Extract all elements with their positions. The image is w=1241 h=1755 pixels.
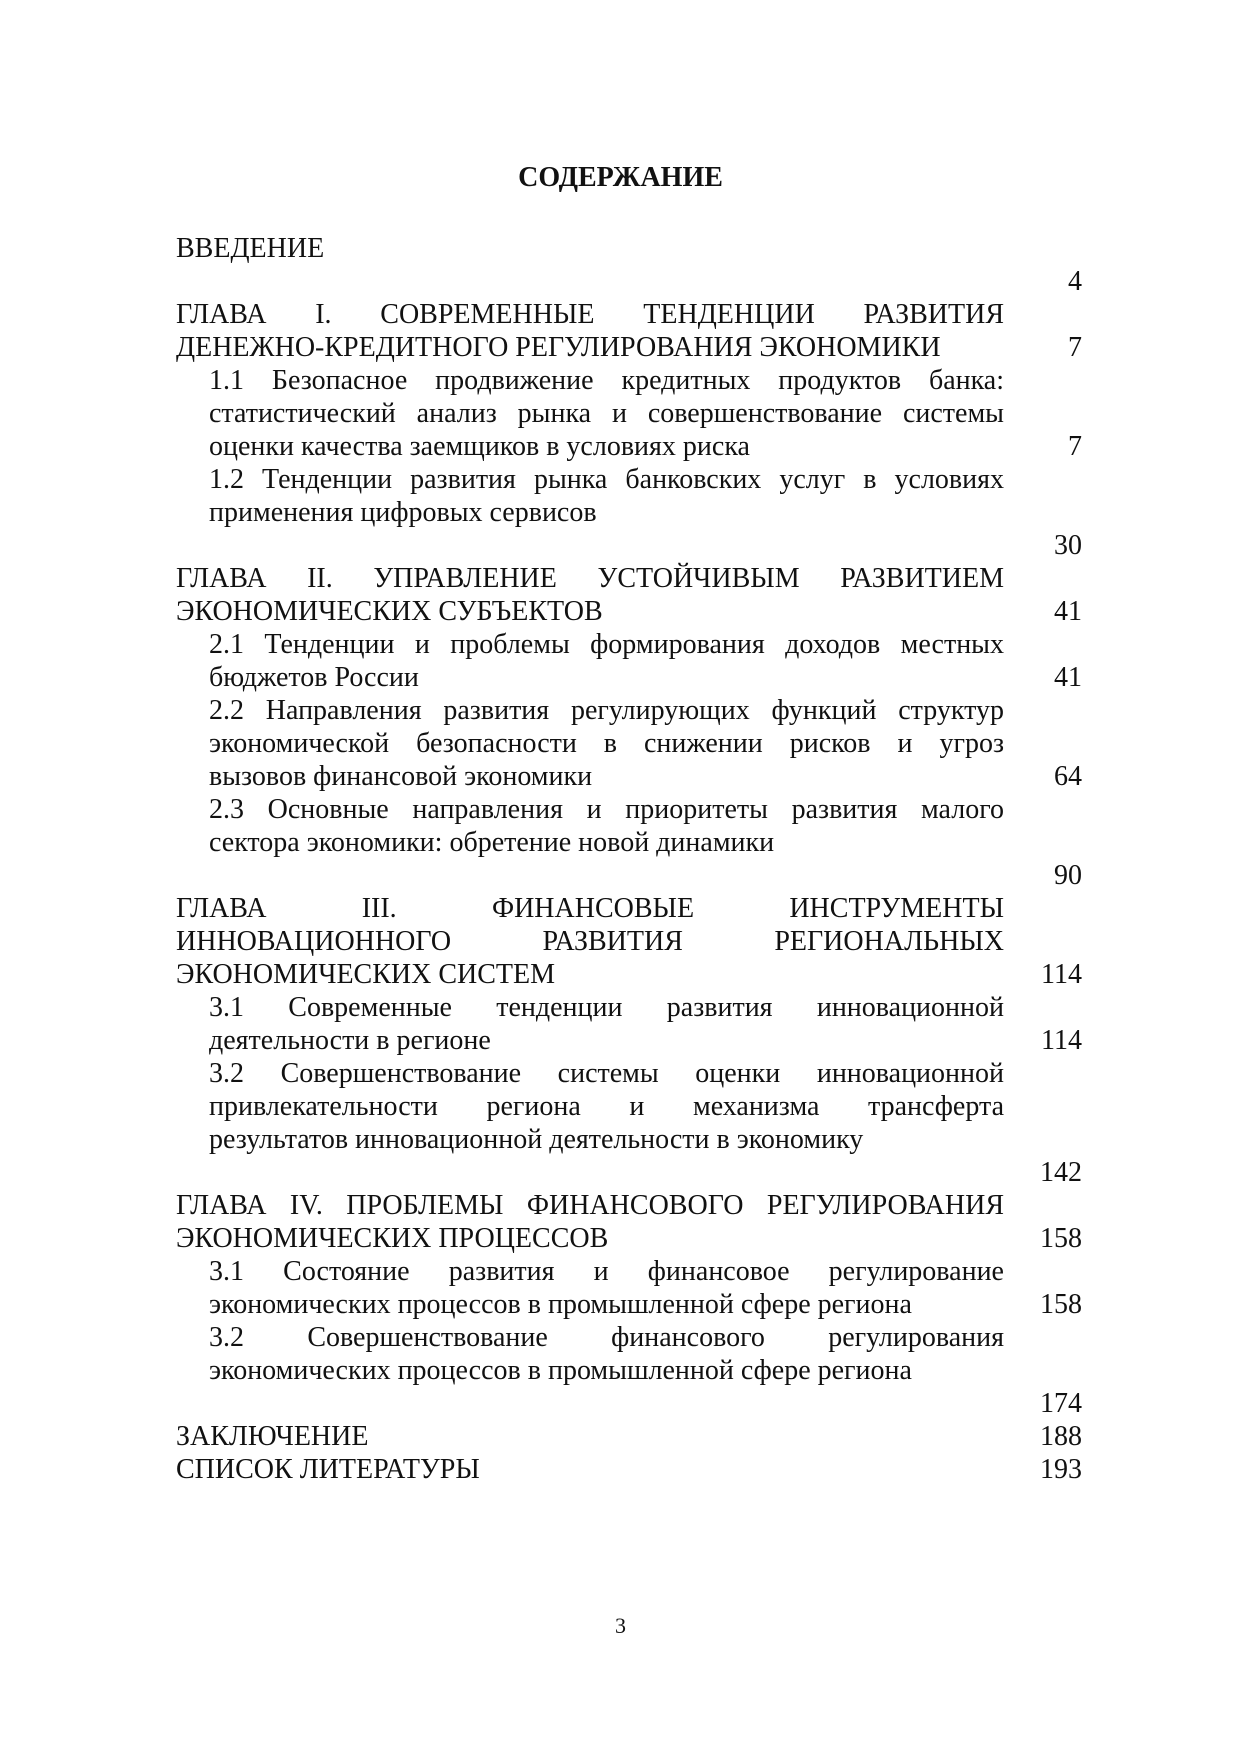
toc-s41-page: 158 (1040, 1289, 1082, 1320)
toc-s32-page: 142 (1040, 1157, 1082, 1188)
toc-s11-page: 7 (1068, 431, 1082, 462)
toc-s31-page: 114 (1041, 1025, 1082, 1056)
toc-references-page: 193 (1040, 1454, 1082, 1485)
toc-ch3-line3: ЭКОНОМИЧЕСКИХ СИСТЕМ (176, 959, 556, 990)
toc-s22-line2: экономической безопасности в снижении рисков и угроз (209, 728, 1004, 759)
toc-ch2-line2: ЭКОНОМИЧЕСКИХ СУБЪЕКТОВ (176, 596, 603, 627)
toc-ch3-line2: ИННОВАЦИОННОГО РАЗВИТИЯ РЕГИОНАЛЬНЫХ (176, 926, 1004, 957)
toc-s42-line2: экономических процессов в промышленной сфере региона (209, 1355, 912, 1386)
toc-conclusion-page: 188 (1040, 1421, 1082, 1452)
page-title: СОДЕРЖАНИЕ (518, 162, 723, 193)
toc-s42-page: 174 (1040, 1388, 1082, 1419)
toc-s32-line2: привлекательности региона и механизма трансферта (209, 1091, 1004, 1122)
toc-s11-line1: 1.1 Безопасное продвижение кредитных продуктов банка: (209, 365, 1004, 396)
toc-references-title: СПИСОК ЛИТЕРАТУРЫ (176, 1454, 480, 1485)
toc-s22-line1: 2.2 Направления развития регулирующих функций структур (209, 695, 1004, 726)
toc-s21-line1: 2.1 Тенденции и проблемы формирования доходов местных (209, 629, 1004, 660)
toc-ch3-line1: ГЛАВА III. ФИНАНСОВЫЕ ИНСТРУМЕНТЫ (176, 893, 1004, 924)
page-number: 3 (615, 1613, 626, 1638)
toc-s41-line2: экономических процессов в промышленной сфере региона (209, 1289, 912, 1320)
toc-s32-line1: 3.2 Совершенствование системы оценки инновационной (209, 1058, 1004, 1089)
toc-ch4-page: 158 (1040, 1223, 1082, 1254)
toc-s23-page: 90 (1054, 860, 1082, 891)
toc-s22-line3: вызовов финансовой экономики (209, 761, 593, 792)
toc-ch4-line2: ЭКОНОМИЧЕСКИХ ПРОЦЕССОВ (176, 1223, 609, 1254)
toc-ch4-line1: ГЛАВА IV. ПРОБЛЕМЫ ФИНАНСОВОГО РЕГУЛИРОВАНИЯ (176, 1190, 1004, 1221)
toc-ch1-page: 7 (1068, 332, 1082, 363)
toc-s31-line2: деятельности в регионе (209, 1025, 491, 1056)
toc-ch2-line1: ГЛАВА II. УПРАВЛЕНИЕ УСТОЙЧИВЫМ РАЗВИТИЕМ (176, 563, 1004, 594)
toc-s23-line2: сектора экономики: обретение новой динамики (209, 827, 775, 858)
toc-s12-page: 30 (1054, 530, 1082, 561)
toc-s23-line1: 2.3 Основные направления и приоритеты развития малого (209, 794, 1004, 825)
toc-intro-page: 4 (1068, 266, 1082, 297)
toc-s12-line2: применения цифровых сервисов (209, 497, 597, 528)
toc-s21-page: 41 (1054, 662, 1082, 693)
toc-s32-line3: результатов инновационной деятельности в экономику (209, 1124, 864, 1155)
toc-s22-page: 64 (1054, 761, 1082, 792)
toc-s41-line1: 3.1 Состояние развития и финансовое регулирование (209, 1256, 1004, 1287)
toc-s21-line2: бюджетов России (209, 662, 419, 693)
toc-ch1-line1: ГЛАВА I. СОВРЕМЕННЫЕ ТЕНДЕНЦИИ РАЗВИТИЯ (176, 299, 1004, 330)
toc-s11-line2: статистический анализ рынка и совершенствование системы (209, 398, 1004, 429)
toc-intro-title: ВВЕДЕНИЕ (176, 233, 325, 264)
toc-ch2-page: 41 (1054, 596, 1082, 627)
toc-s31-line1: 3.1 Современные тенденции развития инновационной (209, 992, 1004, 1023)
toc-s11-line3: оценки качества заемщиков в условиях риска (209, 431, 750, 462)
toc-s12-line1: 1.2 Тенденции развития рынка банковских услуг в условиях (209, 464, 1004, 495)
toc-ch3-page: 114 (1041, 959, 1082, 990)
toc-conclusion-title: ЗАКЛЮЧЕНИЕ (176, 1421, 369, 1452)
toc-ch1-line2: ДЕНЕЖНО-КРЕДИТНОГО РЕГУЛИРОВАНИЯ ЭКОНОМИКИ (176, 332, 941, 363)
toc-s42-line1: 3.2 Совершенствование финансового регулирования (209, 1322, 1004, 1353)
